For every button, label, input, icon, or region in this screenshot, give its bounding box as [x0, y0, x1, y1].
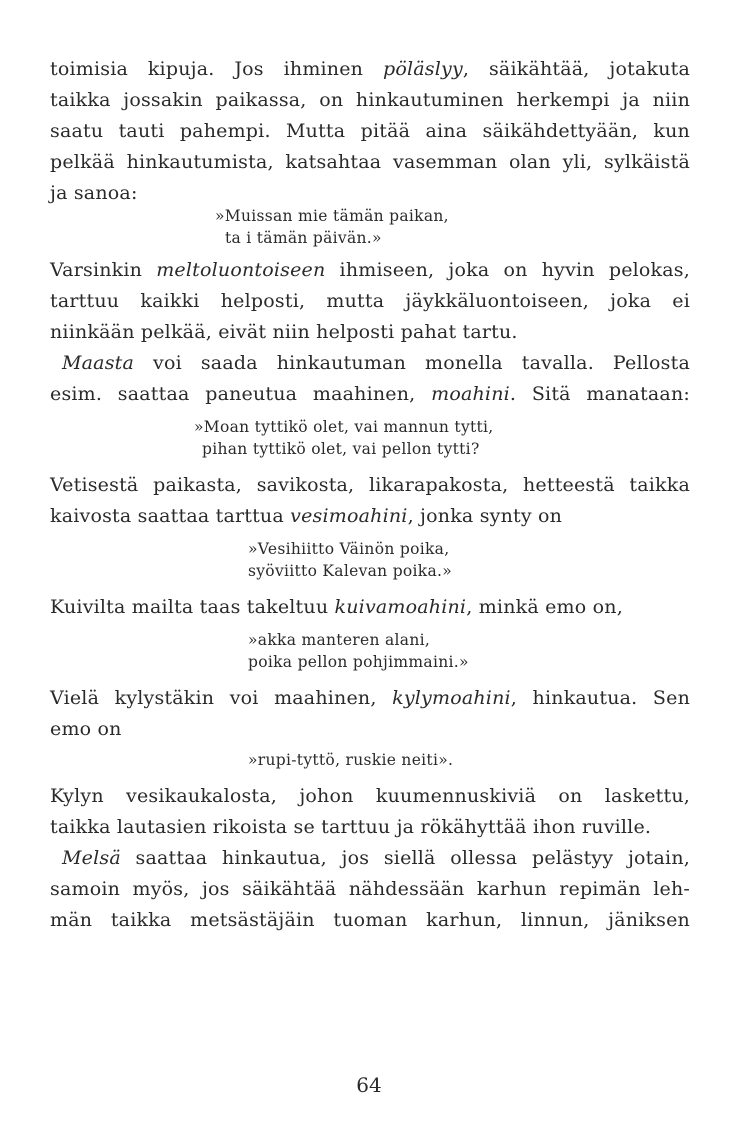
text-line: tarttuu kaikki helposti, mutta jäykkäluontoiseen, joka ei [50, 290, 690, 312]
text-line: niinkään pelkää, eivät niin helposti pahat tartu. [50, 321, 518, 343]
paragraph [50, 255, 690, 348]
text-line: Kuivilta mailta taas takeltuu kuivamoahini, minkä emo on, [50, 596, 623, 618]
verse-line: »Vesihiitto Väinön poika, [248, 540, 450, 558]
verse-line: syöviitto Kalevan poika.» [248, 562, 453, 580]
paragraph [50, 843, 690, 936]
verse-block [50, 205, 690, 249]
text-line: Varsinkin meltoluontoiseen ihmiseen, joka on hyvin pelokas, [50, 259, 690, 281]
paragraph [50, 592, 690, 623]
text-line: pelkää hinkautumista, katsahtaa vasemman olan yli, sylkäistä [50, 151, 690, 173]
text-line: kaivosta saattaa tarttua vesimoahini, jonka synty on [50, 505, 563, 527]
text-line: samoin myös, jos säikähtää nähdessään karhun repimän leh- [50, 878, 690, 900]
verse-line: ta i tämän päivän.» [225, 229, 382, 247]
text-line: Kylyn vesikaukalosta, johon kuumennuskiviä on laskettu, [50, 785, 690, 807]
text-line: män taikka metsästäjäin tuoman karhun, linnun, jäniksen [50, 909, 690, 931]
verse-line: pihan tyttikö olet, vai pellon tytti? [202, 440, 480, 458]
verse-line: »Muissan mie tämän paikan, [215, 207, 449, 225]
verse-block [50, 749, 690, 771]
paragraph [50, 683, 690, 745]
text-line: saatu tauti pahempi. Mutta pitää aina säikähdettyään, kun [50, 120, 690, 142]
verse-block [50, 416, 690, 460]
verse-line: »akka manteren alani, [248, 631, 431, 649]
paragraph [50, 470, 690, 532]
verse-line: »rupi-tyttö, ruskie neiti». [248, 751, 454, 769]
paragraph [50, 781, 690, 843]
text-line: taikka lautasien rikoista se tarttuu ja rökähyttää ihon ruville. [50, 816, 652, 838]
verse-block [50, 629, 690, 673]
text-line: Vielä kylystäkin voi maahinen, kylymoahini, hinkautua. Sen [50, 687, 691, 709]
page-number: 64 [356, 1073, 382, 1097]
verse-block [50, 538, 690, 582]
text-line: Melsä saattaa hinkautua, jos siellä ollessa pelästyy jotain, [62, 847, 690, 869]
paragraph [50, 348, 690, 410]
verse-line: poika pellon pohjimmaini.» [248, 653, 469, 671]
text-line: Vetisestä paikasta, savikosta, likarapakosta, hetteestä taikka [50, 474, 690, 496]
text-line: toimisia kipuja. Jos ihminen pöläslyy, säikähtää, jotakuta [50, 58, 690, 80]
text-line: esim. saattaa paneutua maahinen, moahini. Sitä manataan: [50, 383, 690, 405]
text-line: ja sanoa: [50, 182, 138, 204]
page-body [50, 54, 690, 936]
paragraph [50, 54, 690, 209]
text-line: emo on [50, 718, 122, 740]
text-line: Maasta voi saada hinkautuman monella tavalla. Pellosta [62, 352, 690, 374]
verse-line: »Moan tyttikö olet, vai mannun tytti, [194, 418, 494, 436]
text-line: taikka jossakin paikassa, on hinkautuminen herkempi ja niin [50, 89, 690, 111]
